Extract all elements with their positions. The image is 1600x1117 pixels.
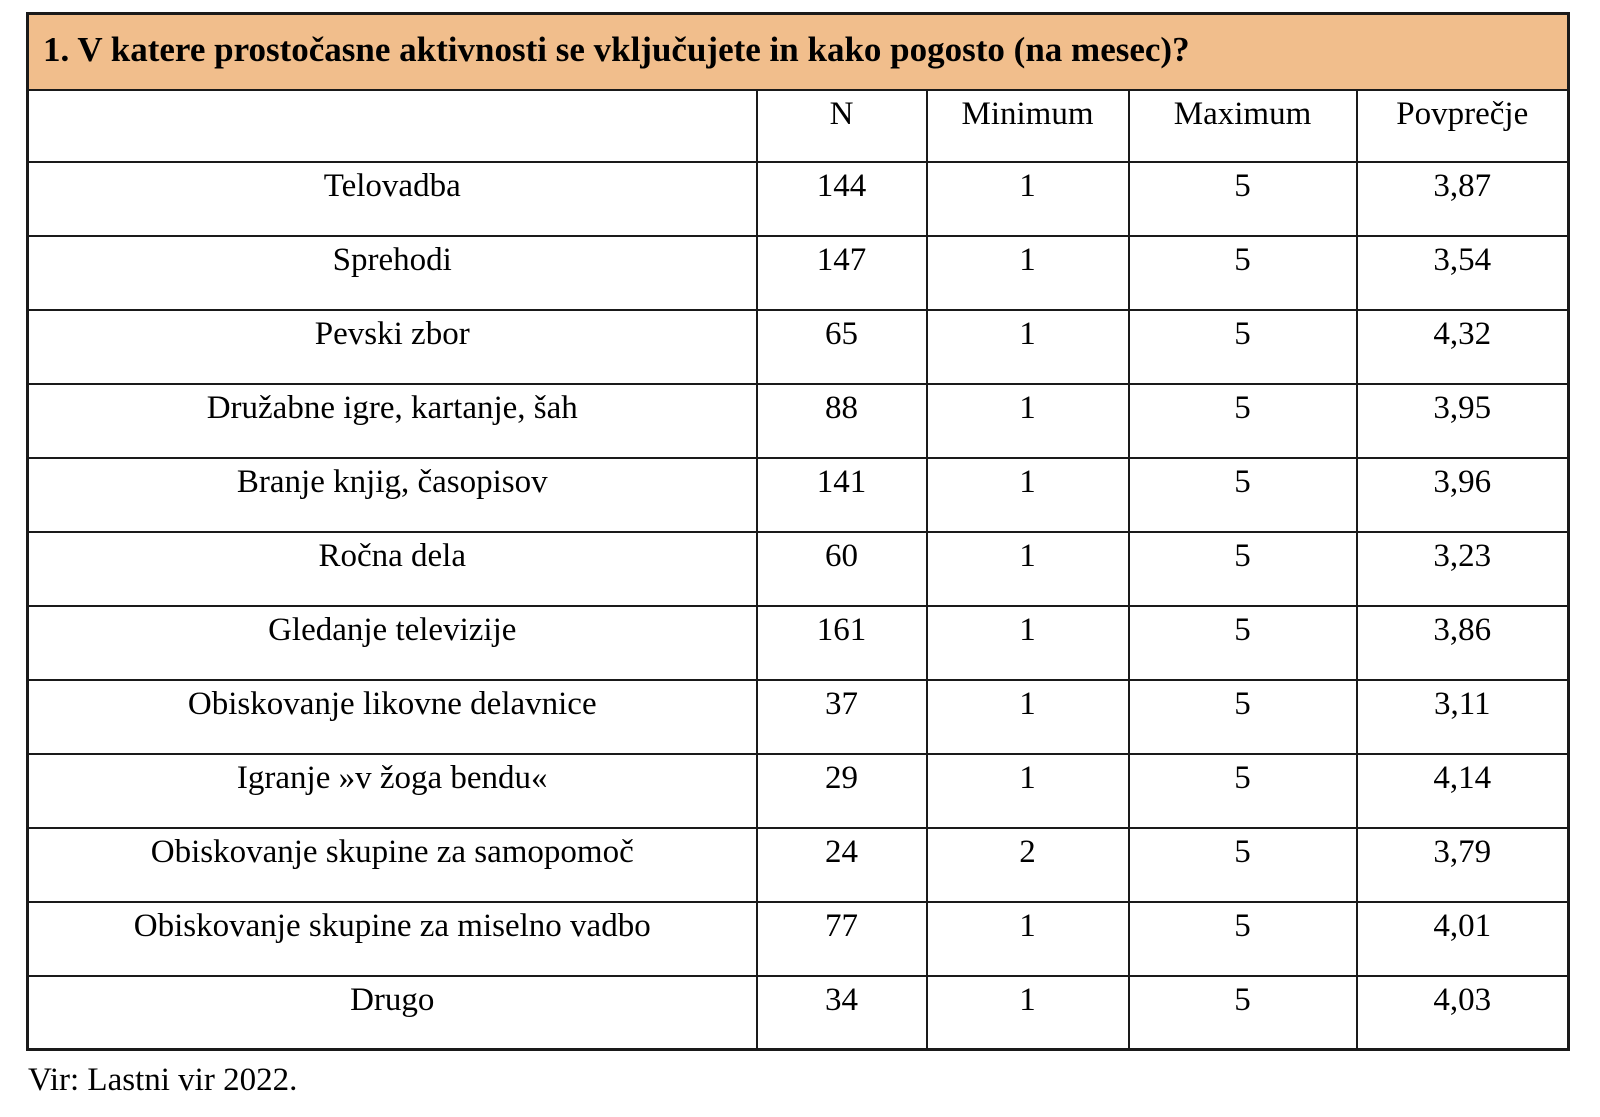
maximum-value: 5 xyxy=(1129,754,1357,828)
maximum-value: 5 xyxy=(1129,384,1357,458)
table-row xyxy=(28,680,1569,754)
minimum-value: 1 xyxy=(927,458,1129,532)
table-row xyxy=(28,236,1569,310)
average-value: 3,86 xyxy=(1357,606,1569,680)
minimum-value: 1 xyxy=(927,976,1129,1050)
minimum-value: 1 xyxy=(927,680,1129,754)
table-row xyxy=(28,458,1569,532)
average-value: 4,03 xyxy=(1357,976,1569,1050)
average-value: 4,14 xyxy=(1357,754,1569,828)
table-row xyxy=(28,532,1569,606)
n-value: 141 xyxy=(757,458,927,532)
maximum-value: 5 xyxy=(1129,458,1357,532)
activity-label: Družabne igre, kartanje, šah xyxy=(28,384,757,458)
column-header-activity xyxy=(28,90,757,162)
table-row xyxy=(28,606,1569,680)
n-value: 37 xyxy=(757,680,927,754)
n-value: 34 xyxy=(757,976,927,1050)
activity-label: Igranje »v žoga bendu« xyxy=(28,754,757,828)
average-value: 3,87 xyxy=(1357,162,1569,236)
table-title: 1. V katere prostočasne aktivnosti se vključujete in kako pogosto (na mesec)? xyxy=(28,14,1569,90)
maximum-value: 5 xyxy=(1129,828,1357,902)
table-row xyxy=(28,828,1569,902)
activity-label: Obiskovanje skupine za miselno vadbo xyxy=(28,902,757,976)
column-header-n: N xyxy=(757,90,927,162)
minimum-value: 1 xyxy=(927,162,1129,236)
minimum-value: 1 xyxy=(927,532,1129,606)
activity-label: Branje knjig, časopisov xyxy=(28,458,757,532)
activity-label: Telovadba xyxy=(28,162,757,236)
column-header-average: Povprečje xyxy=(1357,90,1569,162)
n-value: 144 xyxy=(757,162,927,236)
maximum-value: 5 xyxy=(1129,606,1357,680)
minimum-value: 1 xyxy=(927,754,1129,828)
table-row xyxy=(28,902,1569,976)
source-caption: Vir: Lastni vir 2022. xyxy=(28,1062,298,1098)
activity-label: Pevski zbor xyxy=(28,310,757,384)
minimum-value: 1 xyxy=(927,384,1129,458)
maximum-value: 5 xyxy=(1129,162,1357,236)
maximum-value: 5 xyxy=(1129,310,1357,384)
n-value: 29 xyxy=(757,754,927,828)
maximum-value: 5 xyxy=(1129,532,1357,606)
n-value: 65 xyxy=(757,310,927,384)
n-value: 60 xyxy=(757,532,927,606)
activity-label: Ročna dela xyxy=(28,532,757,606)
n-value: 161 xyxy=(757,606,927,680)
minimum-value: 2 xyxy=(927,828,1129,902)
average-value: 3,23 xyxy=(1357,532,1569,606)
n-value: 24 xyxy=(757,828,927,902)
average-value: 3,95 xyxy=(1357,384,1569,458)
average-value: 3,54 xyxy=(1357,236,1569,310)
column-header-minimum: Minimum xyxy=(927,90,1129,162)
column-header-row xyxy=(28,90,1569,162)
maximum-value: 5 xyxy=(1129,902,1357,976)
activity-label: Obiskovanje likovne delavnice xyxy=(28,680,757,754)
minimum-value: 1 xyxy=(927,606,1129,680)
activity-label: Gledanje televizije xyxy=(28,606,757,680)
activity-label: Drugo xyxy=(28,976,757,1050)
maximum-value: 5 xyxy=(1129,236,1357,310)
minimum-value: 1 xyxy=(927,236,1129,310)
table-row xyxy=(28,384,1569,458)
activity-label: Obiskovanje skupine za samopomoč xyxy=(28,828,757,902)
column-header-maximum: Maximum xyxy=(1129,90,1357,162)
table-row xyxy=(28,754,1569,828)
maximum-value: 5 xyxy=(1129,680,1357,754)
leisure-activities-table xyxy=(26,12,1570,1051)
table-row xyxy=(28,976,1569,1050)
table-row xyxy=(28,162,1569,236)
n-value: 88 xyxy=(757,384,927,458)
n-value: 77 xyxy=(757,902,927,976)
maximum-value: 5 xyxy=(1129,976,1357,1050)
average-value: 3,79 xyxy=(1357,828,1569,902)
average-value: 4,01 xyxy=(1357,902,1569,976)
minimum-value: 1 xyxy=(927,310,1129,384)
average-value: 3,11 xyxy=(1357,680,1569,754)
minimum-value: 1 xyxy=(927,902,1129,976)
table-row xyxy=(28,310,1569,384)
average-value: 4,32 xyxy=(1357,310,1569,384)
table-title-row xyxy=(28,14,1569,90)
activity-label: Sprehodi xyxy=(28,236,757,310)
n-value: 147 xyxy=(757,236,927,310)
average-value: 3,96 xyxy=(1357,458,1569,532)
